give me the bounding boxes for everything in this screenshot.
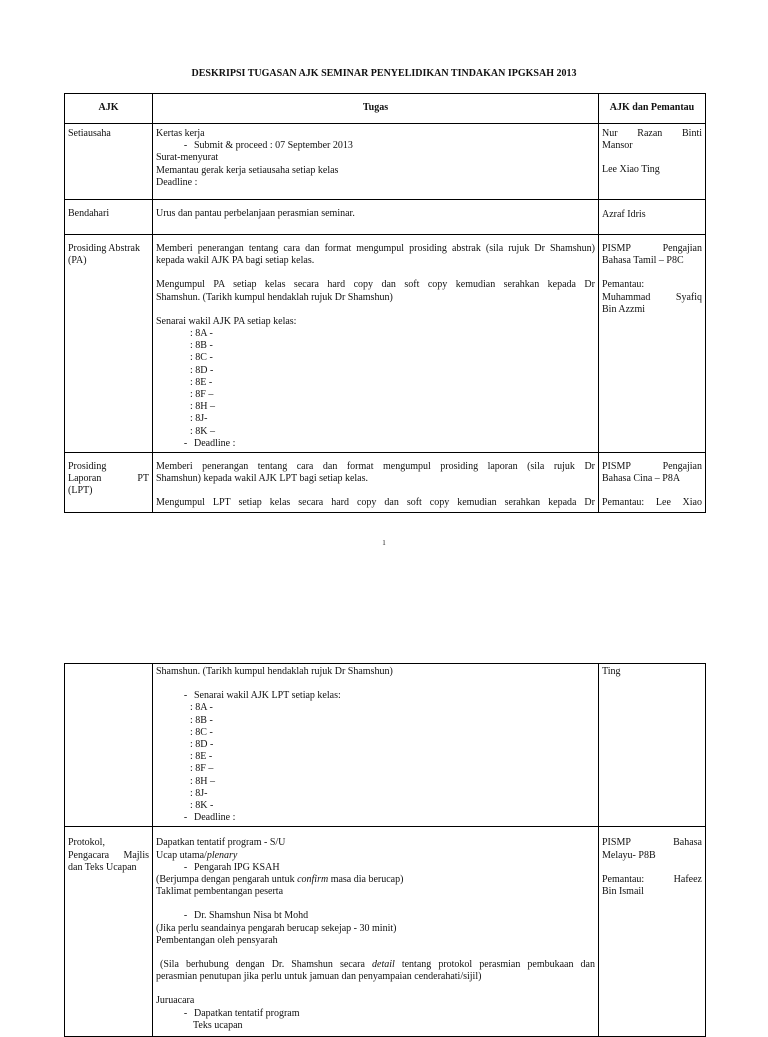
- header-pemantau: AJK dan Pemantau: [599, 94, 706, 124]
- document-title: DESKRIPSI TUGASAN AJK SEMINAR PENYELIDIKAN TINDAKAN IPGKSAH 2013: [191, 68, 577, 79]
- class-item: : 8B -: [190, 714, 213, 726]
- pemantau-line: Lee Xiao Ting: [602, 164, 660, 176]
- row-bendahari: [65, 200, 706, 235]
- tugas-line: - Submit & proceed : 07 September 2013: [156, 140, 595, 152]
- pemantau-line: Pemantau: Lee Xiao: [602, 497, 702, 509]
- tugas-line: Memberi penerangan tentang cara dan format mengumpul prosiding laporan (sila rujuk Dr: [156, 461, 595, 473]
- class-item: : 8B -: [190, 340, 213, 352]
- class-item: : 8H –: [190, 775, 215, 787]
- ajk-line: Prosiding: [68, 461, 107, 473]
- tugas-line: Mengumpul LPT setiap kelas secara hard copy dan soft copy kemudian serahkan kepada Dr: [156, 497, 595, 509]
- pemantau-line: Bin Ismail: [602, 886, 644, 898]
- ajk-line: Protokol,: [68, 837, 105, 849]
- row-prosiding-laporan-cont: [65, 664, 706, 827]
- tugas-line: (Berjumpa dengan pengarah untuk confirm masa dia berucap): [156, 874, 404, 886]
- tugas-line: Memantau gerak kerja setiausaha setiap kelas: [156, 164, 339, 176]
- class-item: : 8F –: [190, 389, 214, 401]
- duty-table-page-2: [64, 663, 706, 1037]
- tugas-line: - Deadline :: [156, 438, 595, 450]
- ajk-line: Laporan PT: [68, 473, 149, 485]
- tugas-line: Juruacara: [156, 995, 195, 1007]
- pemantau-line: PISMP Bahasa: [602, 837, 702, 849]
- class-item: : 8E -: [190, 751, 213, 763]
- row-setiausaha: [65, 124, 706, 200]
- class-item: : 8A -: [190, 702, 213, 714]
- tugas-line: Deadline :: [156, 176, 198, 188]
- pemantau-line: PISMP Pengajian: [602, 461, 702, 473]
- duty-table-page-1: [64, 93, 706, 513]
- class-item: : 8K -: [190, 800, 214, 812]
- class-item: : 8F –: [190, 763, 214, 775]
- tugas-line: Shamshun. (Tarikh kumpul hendaklah rujuk Dr Shamshun): [156, 666, 393, 677]
- ajk-bendahari: Bendahari: [68, 208, 110, 219]
- ajk-line: Pengacara Majlis: [68, 849, 149, 861]
- table-header-row: [65, 94, 706, 124]
- page-number: 1: [382, 539, 386, 547]
- class-item: : 8D -: [190, 364, 214, 376]
- pemantau-line: Bin Azzmi: [602, 303, 646, 315]
- pemantau-line: Nur Razan Binti: [602, 128, 702, 139]
- pemantau-line: Pemantau: Hafeez: [602, 873, 702, 885]
- ajk-line: dan Teks Ucapan: [68, 861, 137, 873]
- tugas-line: (Jika perlu seandainya pengarah berucap sekejap - 30 minit): [156, 922, 397, 934]
- tugas-line: Shamshun) kepada wakil AJK LPT bagi setiap kelas.: [156, 473, 369, 485]
- tugas-line: Dapatkan tentatif program - S/U: [156, 837, 286, 849]
- tugas-line: Senarai wakil AJK PA setiap kelas:: [156, 315, 297, 327]
- tugas-line: kepada wakil AJK PA bagi setiap kelas.: [156, 255, 315, 267]
- pemantau-line: Pemantau:: [602, 279, 645, 291]
- class-item: : 8K –: [190, 425, 215, 437]
- class-item: : 8H –: [190, 401, 215, 413]
- pemantau-line: Azraf Idris: [602, 209, 646, 220]
- tugas-line: Mengumpul PA setiap kelas secara hard copy dan soft copy kemudian serahkan kepada Dr: [156, 279, 595, 291]
- class-item: : 8J-: [190, 787, 208, 799]
- pemantau-line: Bahasa Tamil – P8C: [602, 255, 684, 267]
- ajk-setiausaha: Setiausaha: [68, 128, 111, 139]
- class-item: : 8E -: [190, 376, 213, 388]
- tugas-line: Pembentangan oleh pensyarah: [156, 934, 278, 946]
- tugas-line: perasmian penutupan jika perlu untuk jamuan dan penyampaian cenderahati/sijil): [156, 971, 482, 983]
- tugas-line: Urus dan pantau perbelanjaan perasmian seminar.: [156, 208, 355, 219]
- tugas-line: - Dr. Shamshun Nisa bt Mohd: [156, 910, 595, 922]
- ajk-line: (PA): [68, 255, 87, 267]
- pemantau-line: Melayu- P8B: [602, 849, 656, 861]
- class-item: : 8A -: [190, 328, 213, 340]
- ajk-line: Prosiding Abstrak: [68, 243, 140, 254]
- tugas-line: - Dapatkan tentatif program: [156, 1008, 595, 1020]
- class-item: : 8D -: [190, 739, 214, 751]
- header-tugas: Tugas: [153, 94, 599, 124]
- pemantau-line: Muhammad Syafiq: [602, 291, 702, 303]
- class-item: : 8C -: [190, 352, 213, 364]
- tugas-line: Ucap utama/plenary: [156, 849, 238, 861]
- tugas-line: - Deadline :: [156, 812, 595, 824]
- tugas-line: Memberi penerangan tentang cara dan format mengumpul prosiding abstrak (sila rujuk Dr Shamshun): [156, 243, 595, 254]
- header-ajk: AJK: [65, 94, 153, 124]
- tugas-line: - Pengarah IPG KSAH: [156, 862, 595, 874]
- tugas-line: Teks ucapan: [193, 1019, 243, 1031]
- tugas-line: - Senarai wakil AJK LPT setiap kelas:: [156, 690, 595, 702]
- class-item: : 8J-: [190, 413, 208, 425]
- tugas-line: Shamshun. (Tarikh kumpul hendaklah rujuk Dr Shamshun): [156, 291, 393, 303]
- ajk-line: (LPT): [68, 485, 93, 497]
- row-prosiding-abstrak: [65, 235, 706, 453]
- pemantau-line: PISMP Pengajian: [602, 243, 702, 254]
- pemantau-line: Ting: [602, 666, 621, 677]
- pemantau-line: Bahasa Cina – P8A: [602, 473, 681, 485]
- tugas-line: Kertas kerja: [156, 128, 205, 139]
- row-prosiding-laporan: [65, 453, 706, 513]
- class-item: : 8C -: [190, 726, 213, 738]
- row-protokol: [65, 827, 706, 1037]
- tugas-line: (Sila berhubung dengan Dr. Shamshun secara detail tentang protokol perasmian pembukaan dan: [160, 959, 595, 971]
- pemantau-line: Mansor: [602, 140, 633, 152]
- tugas-line: Taklimat pembentangan peserta: [156, 886, 284, 898]
- tugas-line: Surat-menyurat: [156, 152, 219, 164]
